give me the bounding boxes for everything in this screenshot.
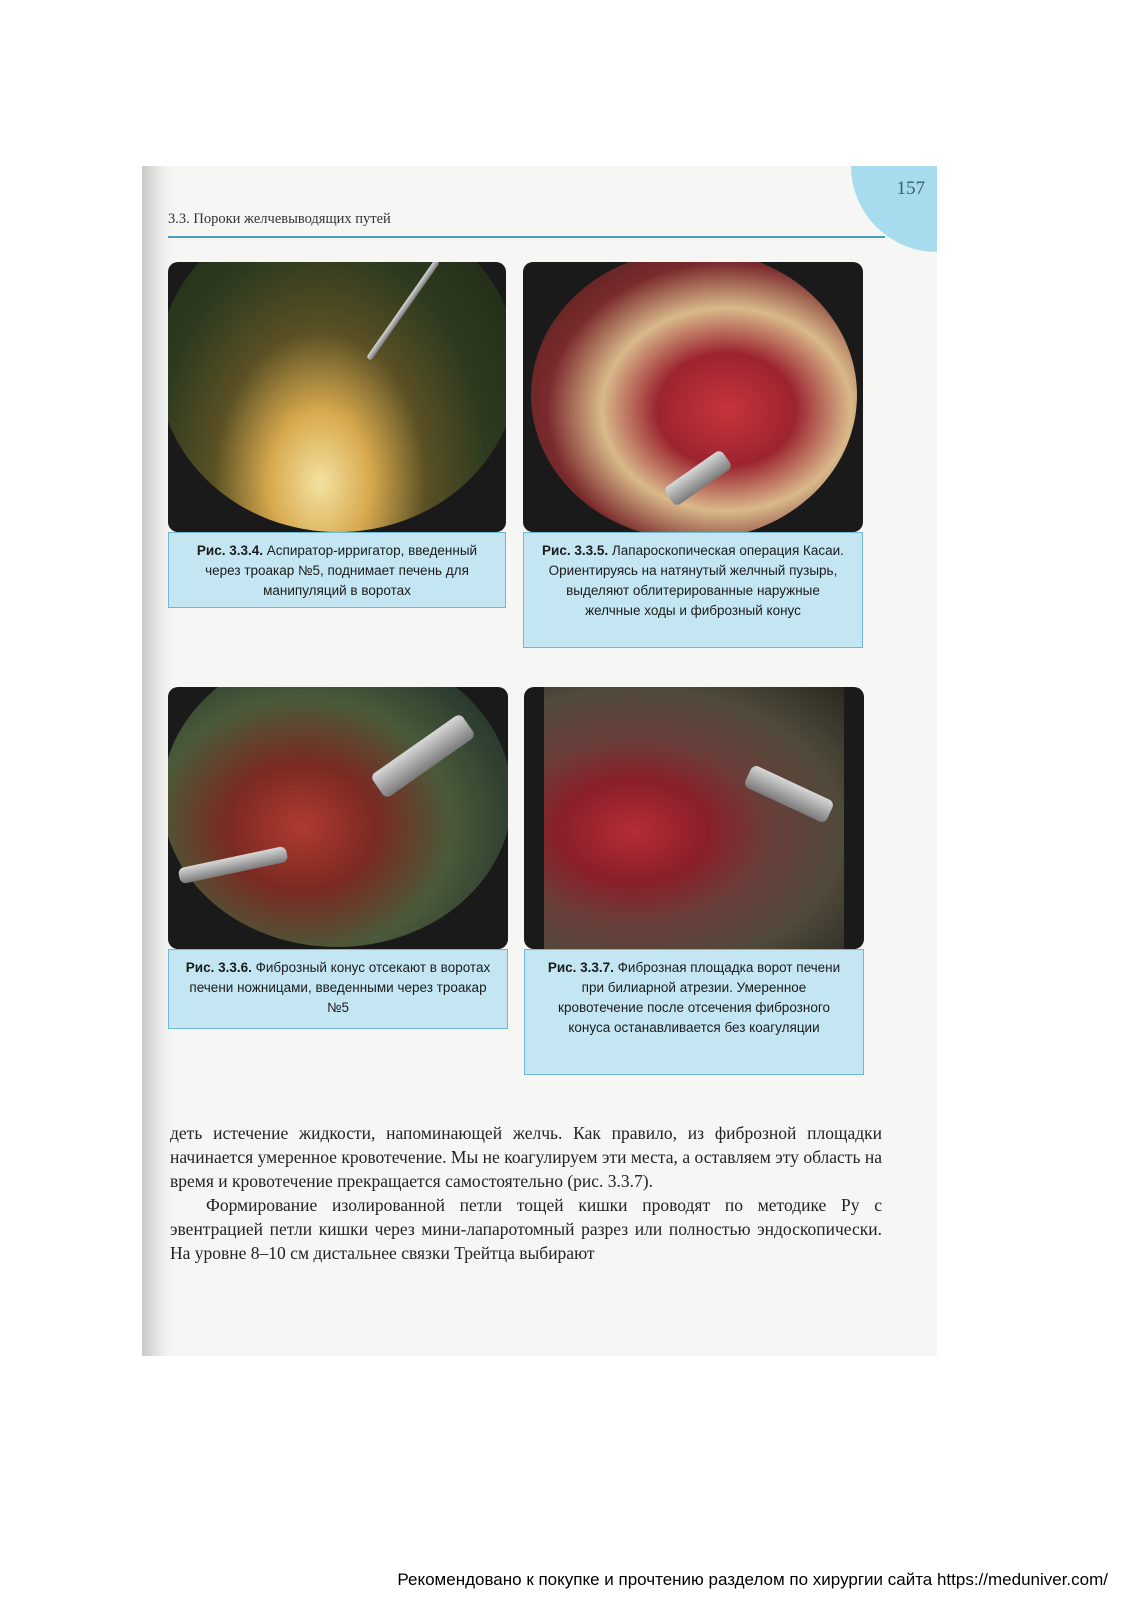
figure-label: Рис. 3.3.6. bbox=[185, 960, 252, 975]
running-head: 3.3. Пороки желчевыводящих путей bbox=[168, 211, 391, 227]
figure-caption-text: Лапароскопическая операция Касаи. Ориентируясь на натянутый желчный пузырь, выделяют облитерированные наружные желчные ходы и фиброзный конус bbox=[548, 543, 844, 618]
header-rule bbox=[168, 236, 885, 238]
figure-caption bbox=[524, 949, 864, 1075]
endoscopic-view bbox=[544, 687, 844, 949]
body-text bbox=[170, 1121, 882, 1265]
figure-photo bbox=[523, 262, 863, 532]
figure-caption-text: Фиброзный конус отсекают в воротах печени ножницами, введенными через троакар №5 bbox=[189, 960, 491, 1015]
body-paragraph: деть истечение жидкости, напоминающей желчь. Как правило, из фиброзной площадки начинается умеренное кровотечение. Мы не коагулируем эти места, а оставляем эту область на время и кровотечение прекращается самостоятельно (рис. 3.3.7). bbox=[170, 1123, 882, 1191]
figure-3-3-7 bbox=[524, 687, 864, 1082]
figure-label: Рис. 3.3.7. bbox=[547, 960, 614, 975]
figure-caption-text: Фиброзная площадка ворот печени при билиарной атрезии. Умеренное кровотечение после отсечения фиброзного конуса останавливается без коагуляции bbox=[558, 960, 841, 1035]
figure-3-3-5 bbox=[523, 262, 863, 652]
figure-3-3-6 bbox=[168, 687, 508, 1037]
figure-3-3-4 bbox=[168, 262, 506, 612]
figure-caption bbox=[523, 532, 863, 648]
page-number: 157 bbox=[896, 178, 925, 199]
figure-label: Рис. 3.3.4. bbox=[196, 543, 263, 558]
figure-photo bbox=[524, 687, 864, 949]
figure-label: Рис. 3.3.5. bbox=[542, 543, 609, 558]
figure-caption bbox=[168, 949, 508, 1029]
figure-caption-text: Аспиратор-ирригатор, введенный через троакар №5, поднимает печень для манипуляций в воротах bbox=[205, 543, 478, 598]
body-paragraph: Формирование изолированной петли тощей кишки проводят по методике Ру с эвентрацией петли кишки через мини-лапаротомный разрез или полностью эндоскопически. На уровне 8–10 см дистальнее связки Трейтца выбирают bbox=[170, 1195, 882, 1263]
figure-photo bbox=[168, 687, 508, 949]
endoscopic-view bbox=[168, 262, 506, 532]
figure-caption bbox=[168, 532, 506, 608]
figure-photo bbox=[168, 262, 506, 532]
footer-note: Рекомендовано к покупке и прочтению разделом по хирургии сайта https://meduniver.com/ bbox=[397, 1570, 1108, 1589]
scanned-page bbox=[142, 166, 937, 1356]
page-number-tab bbox=[851, 166, 937, 252]
